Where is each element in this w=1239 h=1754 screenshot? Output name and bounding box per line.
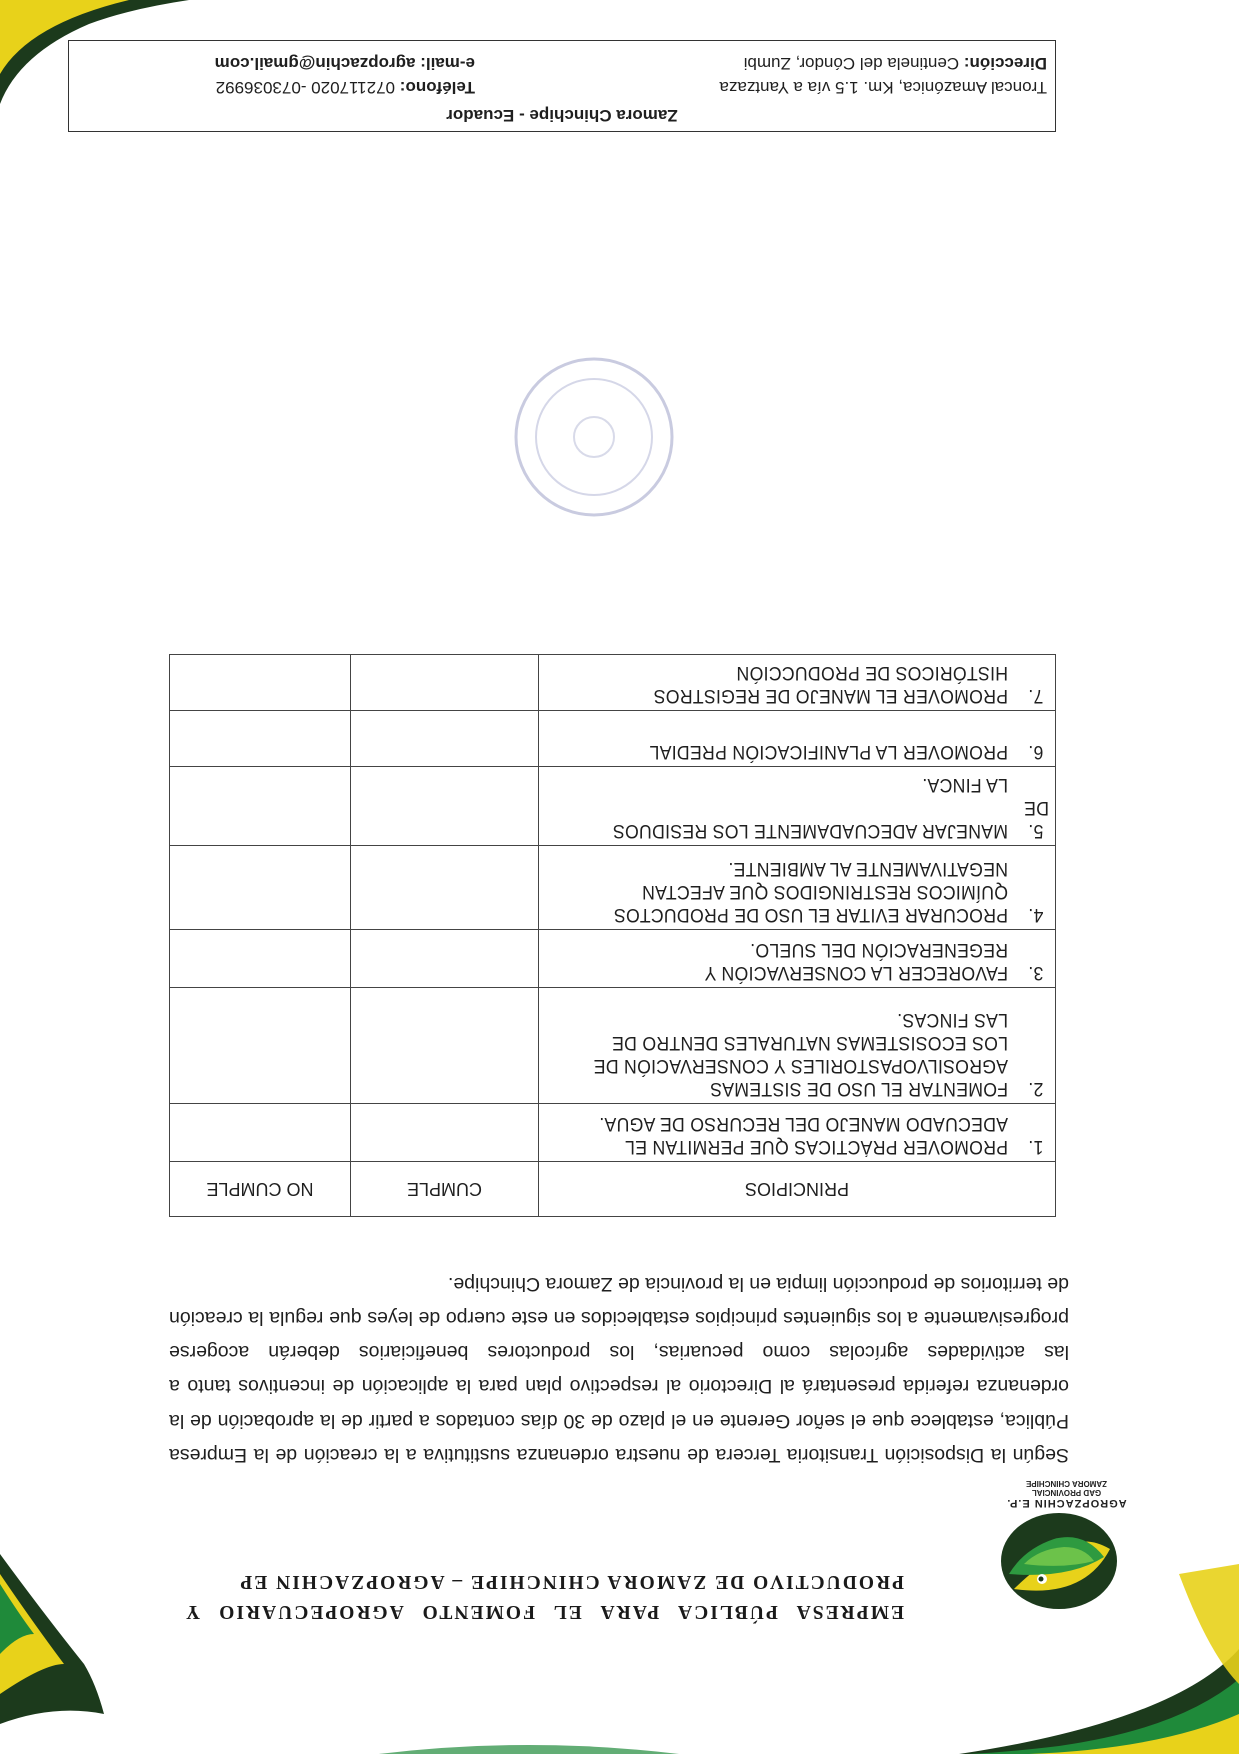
top-edge-swoosh (379, 1734, 679, 1754)
telefono-value: 072117020 -073036992 (215, 78, 396, 97)
footer-email (215, 53, 475, 73)
footer-telefono (216, 77, 475, 97)
principle-line1: PROMOVER LA PLANIFICACIÓN PREDIAL (649, 741, 1009, 762)
logo-caption (994, 1479, 1139, 1509)
no-cumple-cell[interactable] (170, 1104, 351, 1162)
table-row (170, 655, 1056, 711)
cumple-cell[interactable] (351, 711, 539, 767)
principle-line1: PROMOVER EL MANEJO DE REGISTROS (653, 685, 1009, 706)
principle-number: 3. (1028, 962, 1044, 983)
header-principios: PRINCIPIOS (539, 1162, 1056, 1217)
principle-line1: PROCURAR EVITAR EL USO DE PRODUCTOS (614, 904, 1009, 925)
principle-number: 6. (1028, 741, 1044, 762)
principle-number: 4. (1028, 904, 1044, 925)
cumple-cell[interactable] (351, 930, 539, 988)
principle-cell (575, 988, 1056, 1104)
footer-location: Zamora Chinchipe - Ecuador (446, 106, 678, 125)
cumple-cell[interactable] (351, 655, 539, 711)
principle-cell (575, 930, 1056, 988)
body-paragraph: Según la Disposición Transitoria Tercera de nuestra ordenanza sustitutiva a la creación de la Empresa Pública, establece que el señor Gerente en el plazo de 30 días contados a partir de la aprobación de la ordenanza referida presentará al Directorio al respectivo plan para la aplicación de incentivos tanto a las actividades agrícolas como pecuarias, los productores beneficiarios deberán acogerse progresivamente a los siguientes principios establecidos en este cuerpo de leyes que regula la creación de territorios de producción limpia en la provincia de Zamora Chinchipe. (169, 1272, 1069, 1466)
principle-rest: ADECUADO MANEJO DEL RECURSO DE AGUA. (599, 1113, 1009, 1134)
direccion-value: Centinela del Cóndor, Zumbi (743, 54, 960, 73)
table-header-row (170, 1162, 1056, 1217)
direccion-label: Dirección: (963, 54, 1047, 73)
telefono-label: Teléfono: (399, 78, 475, 97)
principle-rest: AGROSILVOPASTORILES Y CONSERVACIÓN DE LOS ECOSISTEMAS NATURALES DENTRO DE LAS FINCAS. (593, 1009, 1009, 1076)
table-row (170, 846, 1056, 930)
logo-sub-2: ZAMORA CHINCHIPE (1025, 1479, 1108, 1488)
principle-cell (575, 846, 1056, 930)
table-row (170, 988, 1056, 1104)
cumple-cell[interactable] (351, 846, 539, 930)
table-row (170, 711, 1056, 767)
header-no-cumple: NO CUMPLE (170, 1162, 351, 1217)
principles-table (169, 654, 1056, 1217)
principle-number: 2. (1028, 1078, 1044, 1099)
principle-line1: PROMOVER PRÁCTICAS QUE PERMITAN EL (625, 1136, 1009, 1157)
no-cumple-cell[interactable] (170, 846, 351, 930)
principle-line1: FAVORECER LA CONSERVACIÓN Y (704, 962, 1009, 983)
no-cumple-cell[interactable] (170, 930, 351, 988)
principle-line1: FOMENTAR EL USO DE SISTEMAS (710, 1078, 1009, 1099)
principle-number: 7. (1028, 685, 1044, 706)
principle-rest: QUÍMICOS RESTRINGIDOS QUE AFECTAN NEGATIVAMENTE AL AMBIENTE. (642, 858, 1009, 902)
cumple-cell[interactable] (351, 988, 539, 1104)
no-cumple-cell[interactable] (170, 655, 351, 711)
principle-cell (575, 1104, 1056, 1162)
principle-cell (575, 767, 1056, 846)
cumple-cell[interactable] (351, 767, 539, 846)
no-cumple-cell[interactable] (170, 988, 351, 1104)
footer-contact-box (68, 40, 1056, 132)
email-label: e-mail: (420, 54, 475, 73)
footer-direccion-line2: Troncal Amazónica, Km. 1.5 vía a Yantzaza (719, 78, 1047, 97)
email-value: agropzachin@gmail.com (214, 54, 416, 73)
principle-rest: LA FINCA. (922, 774, 1009, 795)
logo-sub-1: GAD PROVINCIAL (1031, 1488, 1102, 1497)
principle-cell (575, 655, 1056, 711)
table-row (170, 767, 1056, 846)
principle-number: 5. (1028, 820, 1044, 841)
agropzachin-logo (994, 1509, 1124, 1619)
principle-rest: REGENERACIÓN DEL SUELO. (750, 939, 1009, 960)
principle-line1: MANEJAR ADECUADAMENTE LOS RESIDUOS DE (613, 797, 1050, 841)
principle-number: 1. (1028, 1136, 1044, 1157)
no-cumple-cell[interactable] (170, 767, 351, 846)
no-cumple-cell[interactable] (170, 711, 351, 767)
cumple-cell[interactable] (351, 1104, 539, 1162)
header-title: EMPRESA PÚBLICA PARA EL FOMENTO AGROPECUARIO Y PRODUCTIVO DE ZAMORA CHINCHIPE – AGROPZACHIN EP (184, 1571, 904, 1622)
principle-rest: HISTÓRICOS DE PRODUCCIÓN (736, 662, 1009, 683)
corner-swoosh-top-right (0, 1554, 104, 1724)
stamp-seal (509, 352, 679, 522)
edge-swoosh-left (1159, 1564, 1239, 1694)
table-row (170, 1104, 1056, 1162)
table-row (170, 930, 1056, 988)
logo-name: AGROPZACHIN E.P. (1006, 1497, 1127, 1509)
footer-direccion (744, 53, 1047, 73)
header-cumple: CUMPLE (351, 1162, 539, 1217)
principle-cell (575, 711, 1056, 767)
